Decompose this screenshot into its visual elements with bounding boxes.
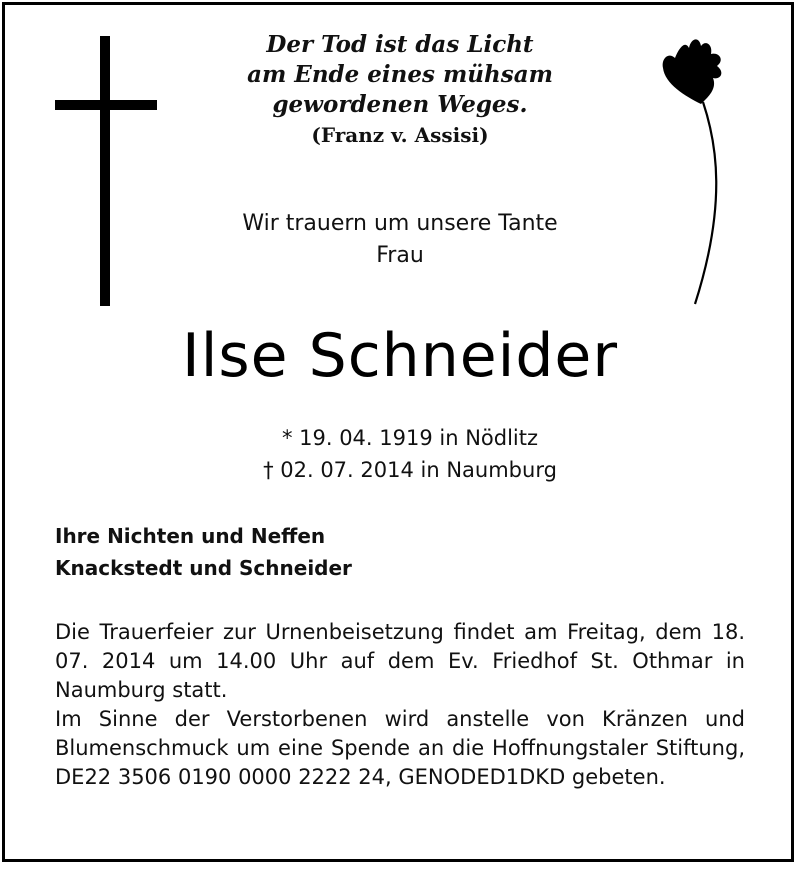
- ceremony-paragraph: Die Trauerfeier zur Urnenbeisetzung findet am Freitag, dem 18. 07. 2014 um 14.00 Uhr auf dem Ev. Friedhof St. Othmar in Naumburg statt.: [55, 620, 745, 702]
- quote-block: [210, 30, 590, 150]
- intro-block: [180, 208, 620, 272]
- deceased-name: Ilse Schneider: [182, 321, 618, 391]
- death-date: † 02. 07. 2014 in Naumburg: [263, 458, 557, 482]
- cross-icon: [50, 36, 160, 308]
- birth-date: * 19. 04. 1919 in Nödlitz: [281, 426, 539, 450]
- funeral-notice: [55, 618, 745, 792]
- mourners-block: [55, 520, 555, 584]
- quote-author: (Franz v. Assisi): [311, 123, 489, 147]
- mourners-line: Ihre Nichten und Neffen: [55, 524, 326, 548]
- donation-paragraph: Im Sinne der Verstorbenen wird anstelle von Kränzen und Blumenschmuck um eine Spende an die Hoffnungstaler Stiftung, DE22 3506 0190 0000 2222 24, GENODED1DKD gebeten.: [55, 707, 745, 789]
- intro-line: Frau: [376, 243, 424, 268]
- quote-line: Der Tod ist das Licht: [266, 31, 534, 58]
- ginkgo-leaf-icon: [655, 34, 735, 306]
- quote-line: am Ende eines mühsam: [247, 61, 553, 88]
- intro-line: Wir trauern um unsere Tante: [242, 211, 558, 236]
- mourners-line: Knackstedt und Schneider: [55, 556, 352, 580]
- life-dates: [160, 422, 660, 486]
- quote-line: gewordenen Weges.: [272, 91, 528, 118]
